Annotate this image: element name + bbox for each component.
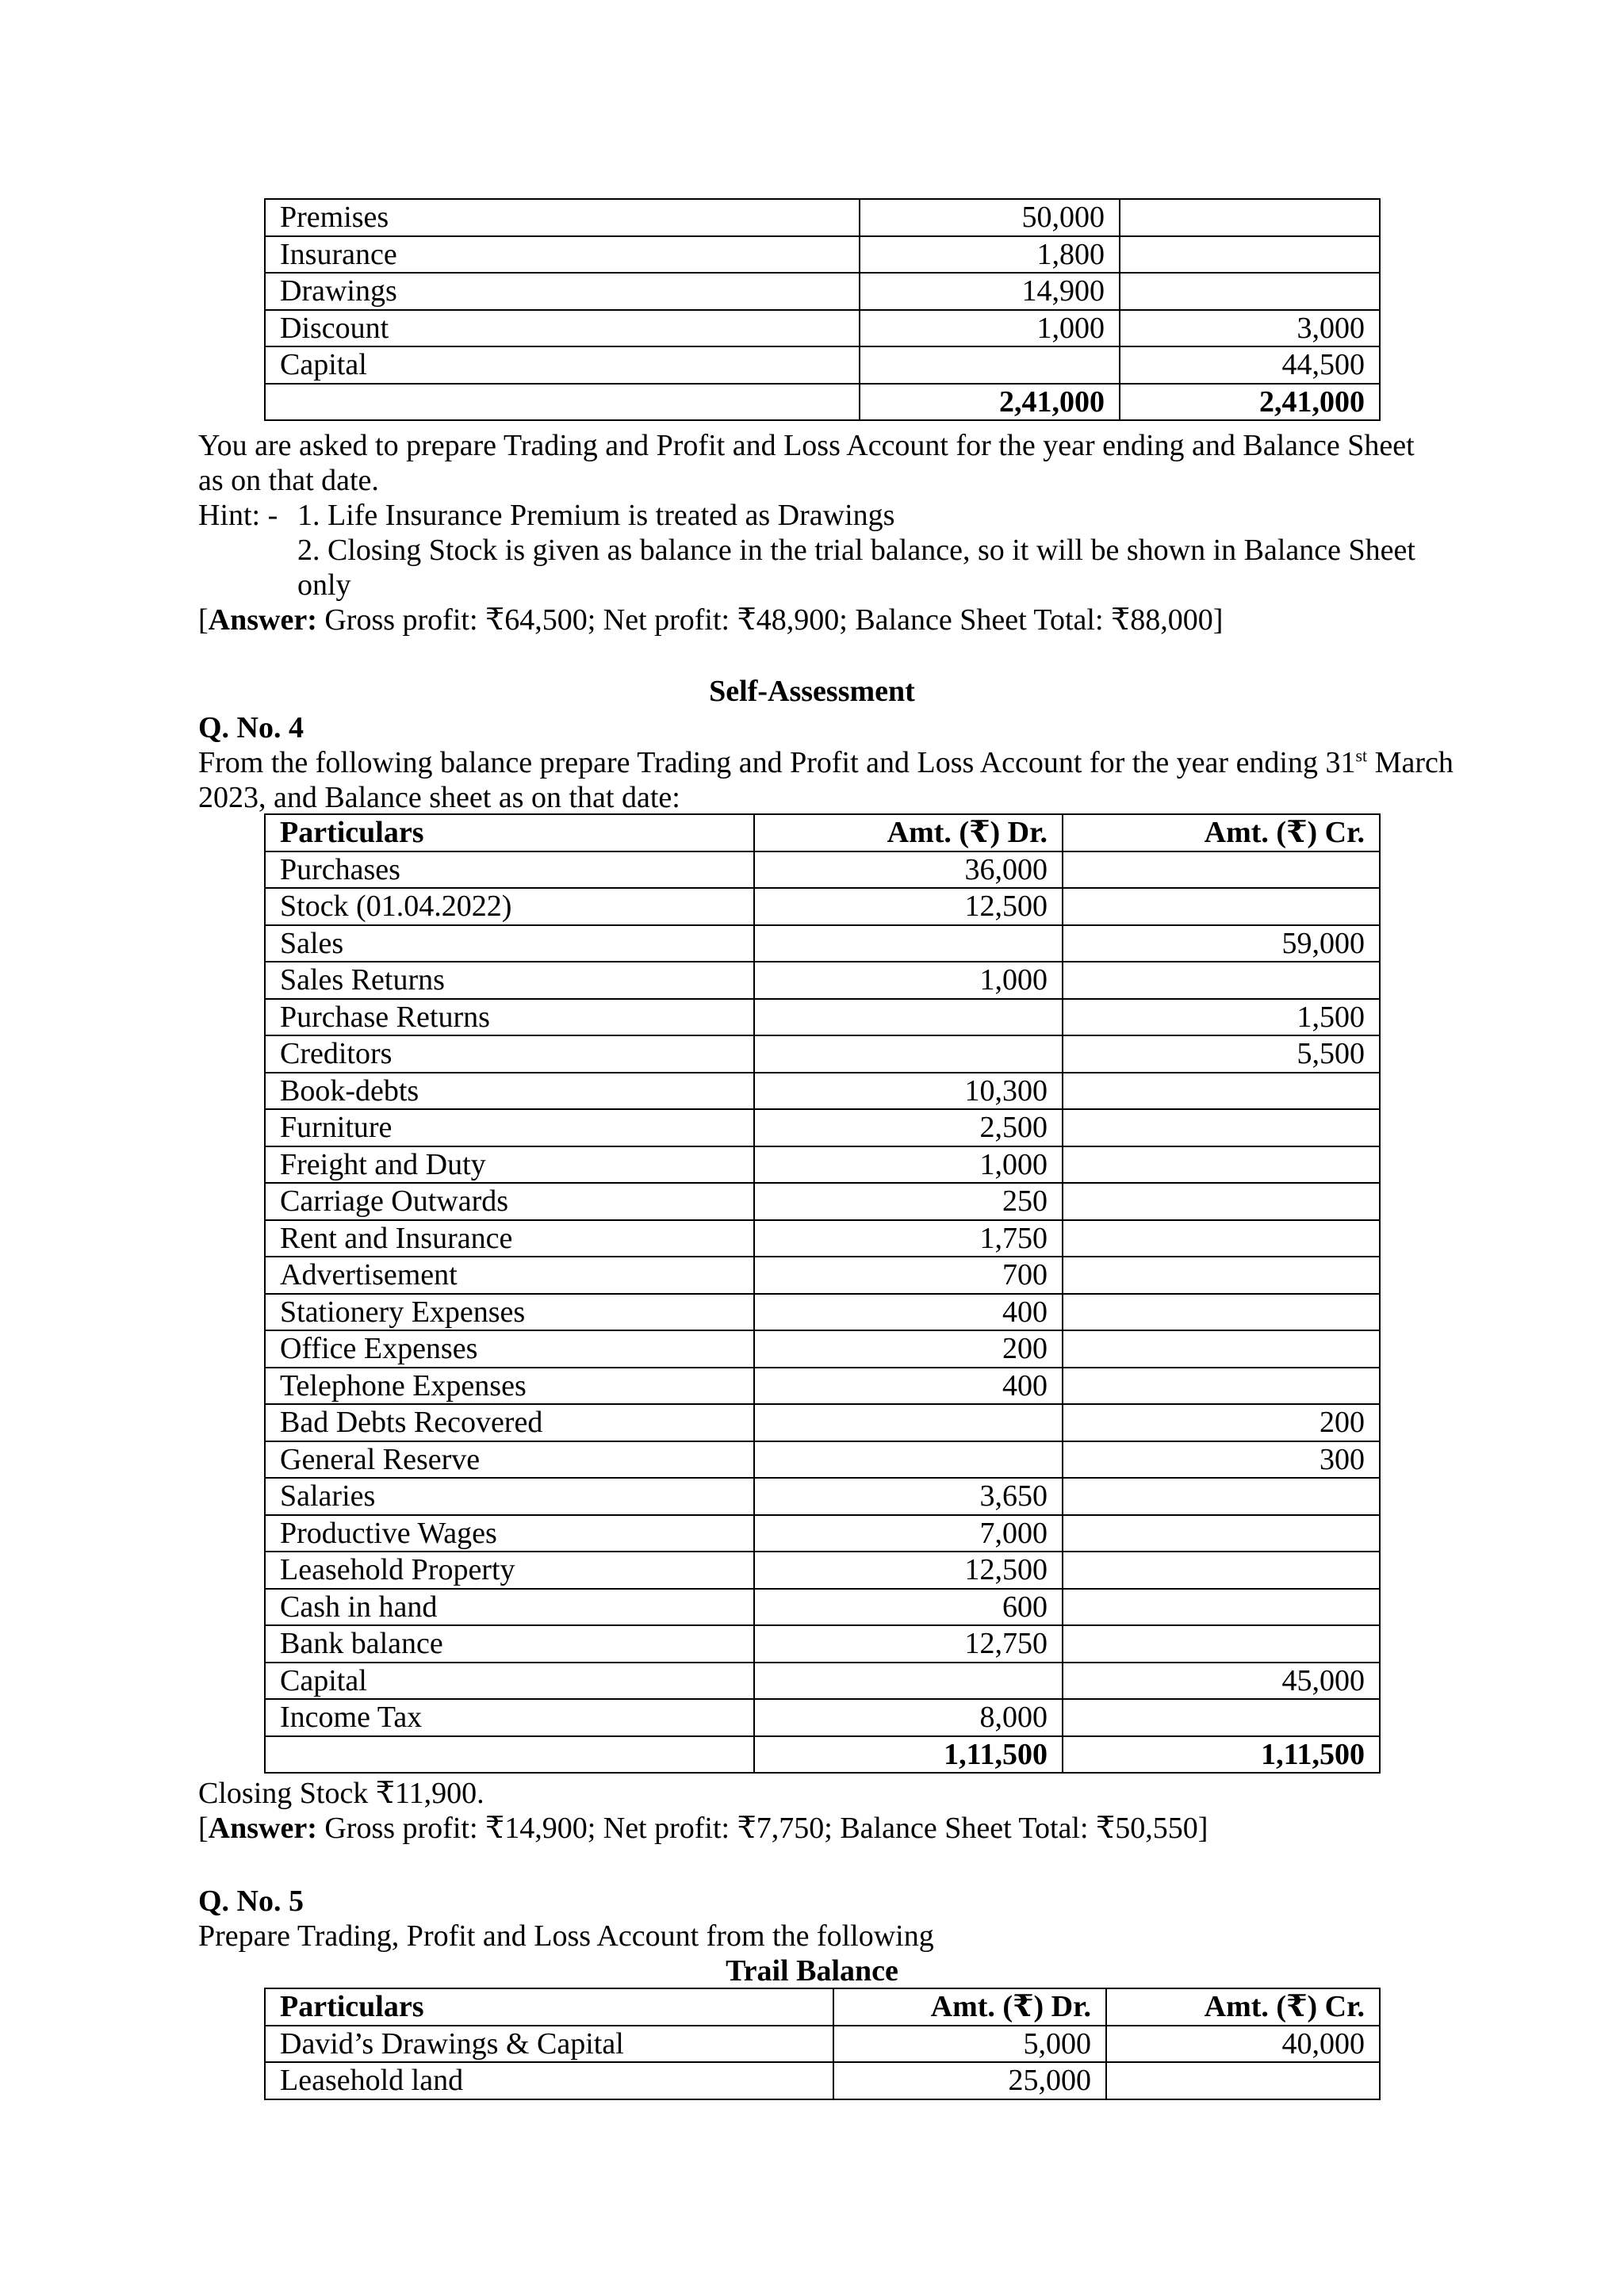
q4-table-row <box>265 1183 1380 1220</box>
q4-table-total-particular <box>265 1736 754 1774</box>
q4-number: Q. No. 4 <box>198 711 304 744</box>
q4-answer-open: [ <box>198 1812 209 1845</box>
q4-table-cell-cr <box>1063 851 1380 889</box>
prev-table-cell-dr: 1,000 <box>860 310 1120 347</box>
q5-table-title: Trail Balance <box>726 1954 898 1988</box>
q4-table-cell-dr: 8,000 <box>754 1699 1063 1736</box>
prev-table-cell-cr <box>1120 199 1380 236</box>
q4-table-cell-dr: 12,750 <box>754 1625 1063 1663</box>
q4-table-cell-particular: Cash in hand <box>265 1589 754 1626</box>
q4-table-cell-cr <box>1063 1146 1380 1184</box>
q4-trial-balance-table <box>264 813 1381 1774</box>
q4-table-cell-dr <box>754 1404 1063 1441</box>
q4-table-row <box>265 1663 1380 1700</box>
q4-table-cell-particular: Salaries <box>265 1478 754 1515</box>
q4-table-cell-particular: Leasehold Property <box>265 1552 754 1589</box>
q5-table-cell-cr <box>1106 2062 1380 2099</box>
q4-table-row <box>265 1146 1380 1184</box>
q3-hint-2-line2: only <box>297 568 351 602</box>
prev-table-cell-particular: Discount <box>265 310 860 347</box>
q4-table-cell-cr <box>1063 1294 1380 1331</box>
q4-table-cell-dr: 400 <box>754 1368 1063 1405</box>
q4-table-cell-dr: 2,500 <box>754 1109 1063 1146</box>
q4-table-cell-cr <box>1063 1330 1380 1368</box>
q4-table-cell-particular: Advertisement <box>265 1257 754 1294</box>
q4-table-cell-dr: 10,300 <box>754 1073 1063 1110</box>
q4-table-cell-dr <box>754 1035 1063 1073</box>
prev-table-total-dr: 2,41,000 <box>860 384 1120 421</box>
q4-table-cell-cr <box>1063 888 1380 925</box>
q4-table-cell-particular: Stationery Expenses <box>265 1294 754 1331</box>
q4-table-cell-particular: Rent and Insurance <box>265 1220 754 1257</box>
q4-table-cell-cr: 45,000 <box>1063 1663 1380 1700</box>
prev-table-cell-particular: Drawings <box>265 273 860 310</box>
q4-table-row <box>265 1257 1380 1294</box>
prev-table-cell-particular: Insurance <box>265 236 860 274</box>
q4-question-text-a: From the following balance prepare Trading and Profit and Loss Account for the year ending 31 <box>198 746 1356 779</box>
prev-table-cell-cr: 44,500 <box>1120 346 1380 384</box>
q4-table-cell-cr <box>1063 1257 1380 1294</box>
q4-table-cell-dr: 700 <box>754 1257 1063 1294</box>
q4-table-row <box>265 999 1380 1036</box>
q4-table-cell-cr <box>1063 1368 1380 1405</box>
q4-table-cell-cr: 59,000 <box>1063 925 1380 962</box>
q4-table-row <box>265 1625 1380 1663</box>
q3-instruction-line2: as on that date. <box>198 464 379 497</box>
q4-table-row <box>265 1368 1380 1405</box>
q4-table-cell-cr: 300 <box>1063 1441 1380 1479</box>
prev-table-total-row <box>265 384 1380 421</box>
q4-table-row <box>265 962 1380 999</box>
q4-table-cell-cr <box>1063 962 1380 999</box>
prev-table-row <box>265 310 1380 347</box>
q4-table-cell-cr: 1,500 <box>1063 999 1380 1036</box>
q5-table-row <box>265 2062 1380 2099</box>
q5-header-dr: Amt. (₹) Dr. <box>833 1988 1106 2026</box>
q4-header-cr: Amt. (₹) Cr. <box>1063 814 1380 851</box>
q4-table-cell-particular: Furniture <box>265 1109 754 1146</box>
q5-table-cell-particular: David’s Drawings & Capital <box>265 2026 833 2063</box>
q4-table-row <box>265 1330 1380 1368</box>
q4-table-cell-cr: 200 <box>1063 1404 1380 1441</box>
q4-table-row <box>265 1109 1380 1146</box>
q4-table-row <box>265 1294 1380 1331</box>
q4-table-cell-cr <box>1063 1625 1380 1663</box>
prev-table-row <box>265 236 1380 274</box>
self-assessment-heading: Self-Assessment <box>709 675 915 708</box>
q4-table-cell-dr: 7,000 <box>754 1515 1063 1552</box>
q4-table-cell-particular: Office Expenses <box>265 1330 754 1368</box>
q4-table-cell-particular: General Reserve <box>265 1441 754 1479</box>
q4-table-total-cr: 1,11,500 <box>1063 1736 1380 1774</box>
q4-table-cell-dr: 12,500 <box>754 888 1063 925</box>
prev-table-cell-particular: Capital <box>265 346 860 384</box>
q4-table-cell-cr <box>1063 1552 1380 1589</box>
q4-table-row <box>265 1699 1380 1736</box>
q4-table-cell-cr <box>1063 1699 1380 1736</box>
q5-table-cell-cr: 40,000 <box>1106 2026 1380 2063</box>
q4-table-cell-dr: 200 <box>754 1330 1063 1368</box>
prev-table-cell-dr: 50,000 <box>860 199 1120 236</box>
q4-table-cell-particular: Telephone Expenses <box>265 1368 754 1405</box>
q4-table-cell-cr <box>1063 1478 1380 1515</box>
q4-table-cell-cr <box>1063 1109 1380 1146</box>
q4-table-cell-dr <box>754 999 1063 1036</box>
q5-header-cr: Amt. (₹) Cr. <box>1106 1988 1380 2026</box>
q4-table-cell-particular: Carriage Outwards <box>265 1183 754 1220</box>
q3-hint-1: 1. Life Insurance Premium is treated as Drawings <box>297 499 895 532</box>
q5-header-particulars: Particulars <box>265 1988 833 2026</box>
q4-table-cell-dr: 600 <box>754 1589 1063 1626</box>
q4-table-cell-particular: Bad Debts Recovered <box>265 1404 754 1441</box>
q4-table-cell-cr <box>1063 1589 1380 1626</box>
prev-table-cell-cr <box>1120 236 1380 274</box>
q3-hint-2-line1: 2. Closing Stock is given as balance in the trial balance, so it will be shown in Balance Sheet <box>297 534 1415 567</box>
q4-table-row <box>265 1478 1380 1515</box>
q4-table-cell-particular: Creditors <box>265 1035 754 1073</box>
q4-header-dr: Amt. (₹) Dr. <box>754 814 1063 851</box>
q4-table-total-dr: 1,11,500 <box>754 1736 1063 1774</box>
q4-table-cell-dr: 36,000 <box>754 851 1063 889</box>
q5-table-cell-dr: 25,000 <box>833 2062 1106 2099</box>
q4-answer <box>198 1811 1208 1846</box>
q4-table-cell-particular: Purchase Returns <box>265 999 754 1036</box>
q4-table-cell-dr: 1,000 <box>754 1146 1063 1184</box>
q3-answer-text: Gross profit: ₹64,500; Net profit: ₹48,900; Balance Sheet Total: ₹88,000] <box>316 603 1224 637</box>
q4-question-line1 <box>198 745 1454 780</box>
q4-table-cell-particular: Freight and Duty <box>265 1146 754 1184</box>
q4-table-header-row <box>265 814 1380 851</box>
q4-table-row <box>265 1220 1380 1257</box>
q5-table-header-row <box>265 1988 1380 2026</box>
q4-table-cell-dr: 250 <box>754 1183 1063 1220</box>
prev-table-cell-cr: 3,000 <box>1120 310 1380 347</box>
q4-table-cell-particular: Sales <box>265 925 754 962</box>
q5-table-cell-particular: Leasehold land <box>265 2062 833 2099</box>
q4-table-cell-particular: Capital <box>265 1663 754 1700</box>
q5-question: Prepare Trading, Profit and Loss Account from the following <box>198 1919 934 1953</box>
q4-table-row <box>265 1589 1380 1626</box>
q3-answer <box>198 603 1223 637</box>
q4-table-row <box>265 925 1380 962</box>
q4-table-cell-dr: 3,650 <box>754 1478 1063 1515</box>
q5-table-row <box>265 2026 1380 2063</box>
q5-table-cell-dr: 5,000 <box>833 2026 1106 2063</box>
q5-number: Q. No. 5 <box>198 1885 304 1918</box>
q4-table-cell-particular: Stock (01.04.2022) <box>265 888 754 925</box>
q4-table-row <box>265 851 1380 889</box>
q4-table-cell-cr: 5,500 <box>1063 1035 1380 1073</box>
q4-table-cell-dr <box>754 1663 1063 1700</box>
q4-table-cell-dr: 12,500 <box>754 1552 1063 1589</box>
prev-trial-balance-table <box>264 198 1381 421</box>
q4-table-row <box>265 1441 1380 1479</box>
q4-answer-text: Gross profit: ₹14,900; Net profit: ₹7,750; Balance Sheet Total: ₹50,550] <box>316 1812 1208 1845</box>
q4-table-cell-dr: 1,750 <box>754 1220 1063 1257</box>
q4-table-cell-cr <box>1063 1515 1380 1552</box>
q4-table-row <box>265 1515 1380 1552</box>
q4-question-line2: 2023, and Balance sheet as on that date: <box>198 781 680 814</box>
q4-table-row <box>265 1035 1380 1073</box>
q4-table-cell-particular: Purchases <box>265 851 754 889</box>
q4-table-cell-dr <box>754 1441 1063 1479</box>
q4-table-cell-particular: Productive Wages <box>265 1515 754 1552</box>
q4-table-cell-dr: 1,000 <box>754 962 1063 999</box>
prev-table-cell-particular: Premises <box>265 199 860 236</box>
q4-table-row <box>265 888 1380 925</box>
q3-hint-label: Hint: - <box>198 499 278 532</box>
q4-table-row <box>265 1552 1380 1589</box>
prev-table-cell-dr <box>860 346 1120 384</box>
q4-table-cell-cr <box>1063 1220 1380 1257</box>
q4-table-cell-particular: Bank balance <box>265 1625 754 1663</box>
q4-question-sup: st <box>1355 745 1368 766</box>
q4-table-cell-cr <box>1063 1183 1380 1220</box>
prev-table-cell-cr <box>1120 273 1380 310</box>
q4-table-cell-particular: Income Tax <box>265 1699 754 1736</box>
prev-table-cell-dr: 1,800 <box>860 236 1120 274</box>
q4-question-text-b: March <box>1367 746 1454 779</box>
prev-table-row <box>265 199 1380 236</box>
q4-table-row <box>265 1404 1380 1441</box>
q4-table-cell-particular: Book-debts <box>265 1073 754 1110</box>
q4-table-row <box>265 1073 1380 1110</box>
q4-table-cell-cr <box>1063 1073 1380 1110</box>
q3-answer-open: [ <box>198 603 209 637</box>
q5-trial-balance-table <box>264 1988 1381 2100</box>
prev-table-row <box>265 273 1380 310</box>
q4-closing-stock: Closing Stock ₹11,900. <box>198 1777 485 1810</box>
prev-table-cell-dr: 14,900 <box>860 273 1120 310</box>
prev-table-total-particular <box>265 384 860 421</box>
q3-instruction-line1: You are asked to prepare Trading and Profit and Loss Account for the year ending and Balance Sheet <box>198 429 1415 462</box>
q4-table-total-row <box>265 1736 1380 1774</box>
q4-table-cell-dr <box>754 925 1063 962</box>
q4-table-cell-particular: Sales Returns <box>265 962 754 999</box>
q3-answer-label: Answer: <box>208 603 317 637</box>
q4-header-particulars: Particulars <box>265 814 754 851</box>
prev-table-total-cr: 2,41,000 <box>1120 384 1380 421</box>
q4-answer-label: Answer: <box>208 1812 317 1845</box>
q4-table-cell-dr: 400 <box>754 1294 1063 1331</box>
prev-table-row <box>265 346 1380 384</box>
